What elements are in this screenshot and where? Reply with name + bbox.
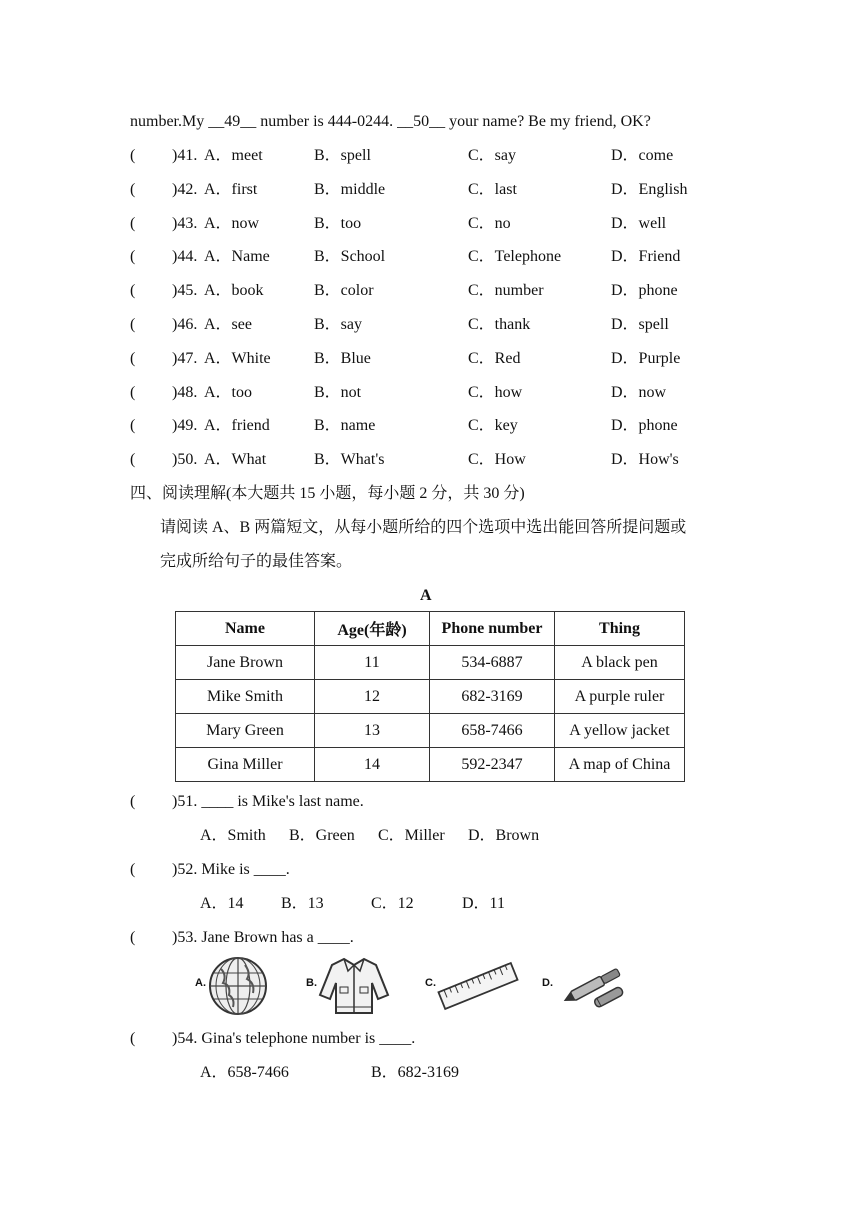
passage-text: number.My — [130, 113, 209, 130]
cell-phone: 592-2347 — [430, 748, 555, 782]
cell-age: 13 — [315, 714, 430, 748]
question-number: )44. — [172, 248, 198, 265]
question-43 — [130, 213, 750, 235]
cell-age: 12 — [315, 680, 430, 714]
header-phone: Phone number — [430, 612, 555, 646]
passage-end-line — [130, 111, 651, 133]
question-number: )49. — [172, 417, 198, 434]
option-b: B．School — [314, 248, 386, 265]
option-c: C．Miller — [378, 827, 445, 844]
question-number: )45. — [172, 282, 198, 299]
answer-paren: ( — [130, 350, 136, 367]
cell-name: Jane Brown — [176, 646, 315, 680]
question-stem: )52. Mike is ____. — [172, 861, 290, 878]
question-stem: )54. Gina's telephone number is ____. — [172, 1030, 416, 1047]
question-50 — [130, 449, 750, 471]
option-c: C．How — [468, 451, 526, 468]
option-a: A．Name — [204, 248, 270, 265]
answer-paren: ( — [130, 1030, 136, 1047]
question-number: )47. — [172, 350, 198, 367]
cell-phone: 658-7466 — [430, 714, 555, 748]
cell-thing: A yellow jacket — [555, 714, 685, 748]
option-a: A．friend — [204, 417, 270, 434]
option-d: D．phone — [611, 417, 678, 434]
option-b: B．682-3169 — [371, 1064, 460, 1081]
answer-paren: ( — [130, 417, 136, 434]
question-48 — [130, 382, 750, 404]
option-a: A．658-7466 — [200, 1064, 289, 1081]
jacket-icon — [318, 955, 390, 1017]
answer-paren: ( — [130, 451, 136, 468]
question-number: )42. — [172, 181, 198, 198]
option-c: C．thank — [468, 316, 531, 333]
option-c: C．key — [468, 417, 518, 434]
question-54 — [130, 1028, 750, 1050]
option-a: A．Smith — [200, 827, 266, 844]
question-51-options — [200, 825, 600, 847]
answer-paren: ( — [130, 793, 136, 810]
option-a: A．first — [204, 181, 258, 198]
question-47 — [130, 348, 750, 370]
option-a: A．White — [204, 350, 271, 367]
option-b: B．say — [314, 316, 363, 333]
header-thing: Thing — [555, 612, 685, 646]
option-c: C．how — [468, 384, 523, 401]
instructions-line-1: 请阅读 A、B 两篇短文，从每小题所给的四个选项中选出能回答所提问题或 — [160, 519, 687, 536]
picture-label: D. — [542, 977, 553, 989]
passage-text: your name? Be my friend, OK? — [445, 113, 651, 130]
option-d: D．spell — [611, 316, 669, 333]
picture-label: C. — [425, 977, 436, 989]
info-table — [175, 611, 685, 782]
header-name: Name — [176, 612, 315, 646]
option-a: A．too — [204, 384, 253, 401]
instructions-line-2: 完成所给句子的最佳答案。 — [160, 553, 353, 570]
table-row — [176, 646, 685, 680]
cell-thing: A map of China — [555, 748, 685, 782]
option-c: C．number — [468, 282, 544, 299]
cell-name: Mary Green — [176, 714, 315, 748]
question-number: )50. — [172, 451, 198, 468]
option-b: B．middle — [314, 181, 386, 198]
pen-icon — [554, 955, 630, 1017]
option-c: C．Telephone — [468, 248, 562, 265]
option-d: D．now — [611, 384, 667, 401]
question-52 — [130, 859, 750, 881]
blank-50: __50__ — [397, 113, 446, 130]
option-b: B．too — [314, 215, 362, 232]
picture-label: A. — [195, 977, 206, 989]
question-54-options — [200, 1062, 600, 1084]
option-c: C．no — [468, 215, 511, 232]
option-d: D．well — [611, 215, 667, 232]
question-41 — [130, 145, 750, 167]
part-a-title: A — [420, 587, 432, 604]
option-a: A．What — [204, 451, 267, 468]
question-46 — [130, 314, 750, 336]
question-53 — [130, 927, 750, 949]
answer-paren: ( — [130, 282, 136, 299]
question-45 — [130, 280, 750, 302]
option-d-pen-picture — [542, 955, 632, 1017]
question-44 — [130, 246, 750, 268]
answer-paren: ( — [130, 181, 136, 198]
option-b: B．Green — [289, 827, 355, 844]
answer-paren: ( — [130, 929, 136, 946]
answer-paren: ( — [130, 215, 136, 232]
question-number: )48. — [172, 384, 198, 401]
option-b: B．13 — [281, 895, 324, 912]
question-42 — [130, 179, 750, 201]
option-d: D．Brown — [468, 827, 540, 844]
answer-paren: ( — [130, 861, 136, 878]
option-c: C．12 — [371, 895, 414, 912]
table-row — [176, 714, 685, 748]
option-d: D．Friend — [611, 248, 681, 265]
option-b: B．What's — [314, 451, 385, 468]
answer-paren: ( — [130, 384, 136, 401]
option-d: D．Purple — [611, 350, 681, 367]
question-number: )46. — [172, 316, 198, 333]
section-heading: 四、阅读理解(本大题共 15 小题，每小题 2 分，共 30 分) — [130, 485, 525, 502]
passage-text: number is 444-0244. — [256, 113, 398, 130]
question-number: )43. — [172, 215, 198, 232]
option-c: C．Red — [468, 350, 521, 367]
question-stem: )51. ____ is Mike's last name. — [172, 793, 364, 810]
question-number: )41. — [172, 147, 198, 164]
option-a: A．14 — [200, 895, 244, 912]
blank-49: __49__ — [208, 113, 257, 130]
picture-label: B. — [306, 977, 317, 989]
answer-paren: ( — [130, 147, 136, 164]
option-a: A．meet — [204, 147, 263, 164]
question-stem: )53. Jane Brown has a ____. — [172, 929, 354, 946]
cell-thing: A black pen — [555, 646, 685, 680]
option-c: C．say — [468, 147, 517, 164]
option-c: C．last — [468, 181, 517, 198]
header-age: Age(年龄) — [315, 612, 430, 646]
option-b: B．Blue — [314, 350, 371, 367]
option-a: A．book — [204, 282, 264, 299]
table-row — [176, 680, 685, 714]
option-d: D．come — [611, 147, 674, 164]
option-b-jacket-picture — [306, 955, 391, 1017]
globe-icon — [207, 955, 269, 1017]
cell-age: 14 — [315, 748, 430, 782]
cell-phone: 682-3169 — [430, 680, 555, 714]
cell-phone: 534-6887 — [430, 646, 555, 680]
option-a: A．see — [204, 316, 252, 333]
option-b: B．spell — [314, 147, 371, 164]
question-49 — [130, 415, 750, 437]
option-c-ruler-picture — [425, 955, 520, 1017]
ruler-icon — [437, 955, 519, 1017]
option-b: B．color — [314, 282, 374, 299]
answer-paren: ( — [130, 316, 136, 333]
cell-name: Mike Smith — [176, 680, 315, 714]
option-b: B．not — [314, 384, 362, 401]
cell-age: 11 — [315, 646, 430, 680]
answer-paren: ( — [130, 248, 136, 265]
option-d: D．11 — [462, 895, 505, 912]
question-51 — [130, 791, 750, 813]
cell-thing: A purple ruler — [555, 680, 685, 714]
question-52-options — [200, 893, 600, 915]
option-d: D．How's — [611, 451, 679, 468]
option-d: D．phone — [611, 282, 678, 299]
option-d: D．English — [611, 181, 688, 198]
table-row — [176, 748, 685, 782]
option-a: A．now — [204, 215, 260, 232]
cell-name: Gina Miller — [176, 748, 315, 782]
option-b: B．name — [314, 417, 376, 434]
option-a-globe-picture — [195, 955, 270, 1017]
table-header-row — [176, 612, 685, 646]
